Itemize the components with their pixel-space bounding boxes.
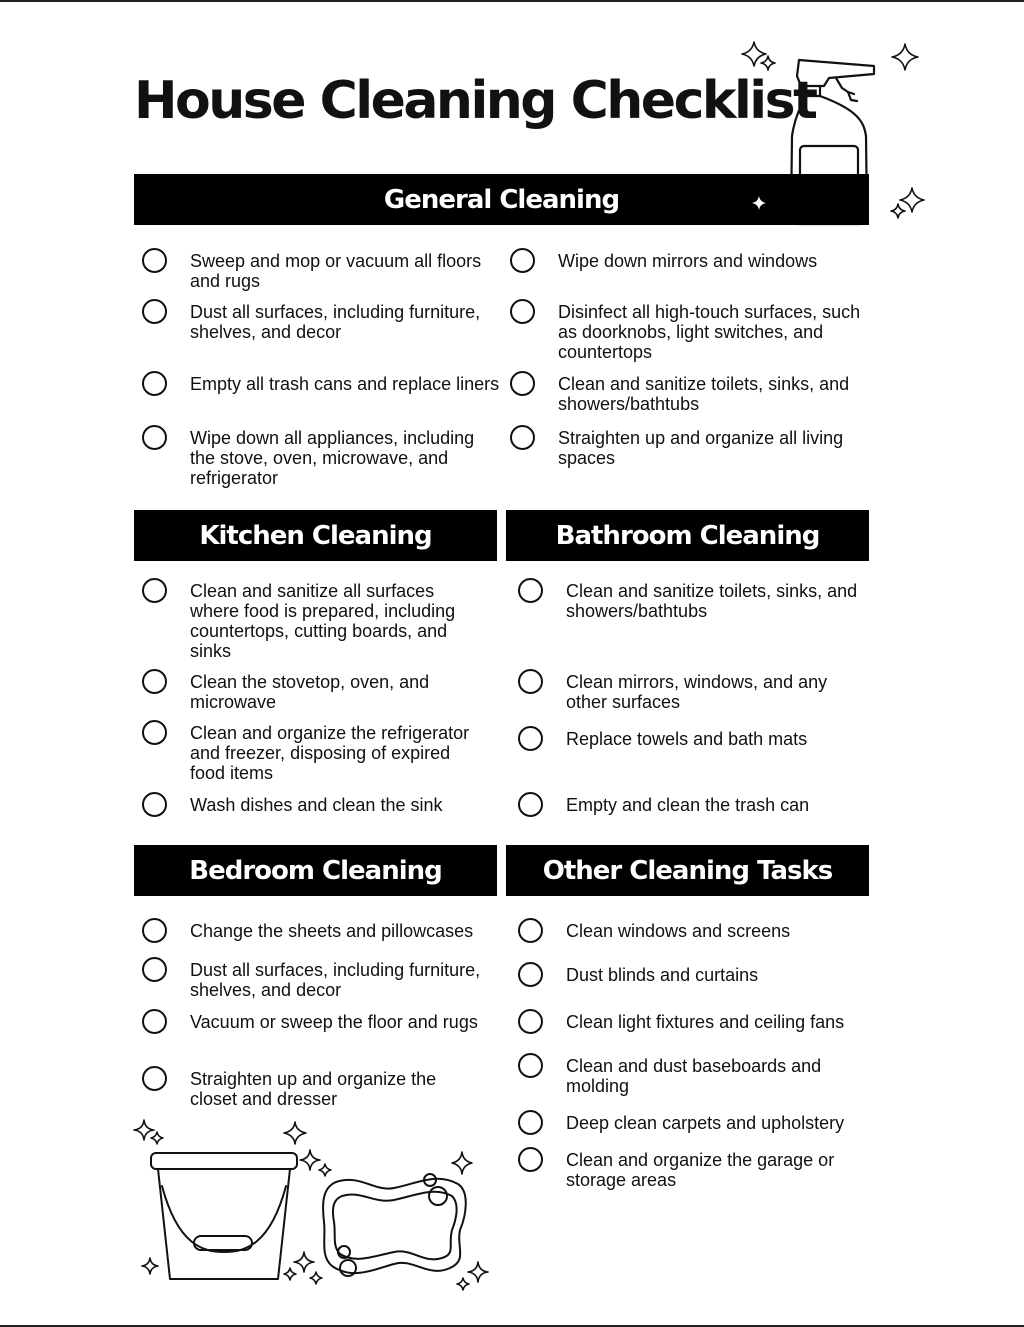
checklist-item[interactable]	[142, 672, 487, 712]
checklist-item[interactable]	[142, 581, 487, 661]
checkbox[interactable]	[142, 371, 167, 396]
section-title: Kitchen Cleaning	[199, 520, 432, 551]
sparkle-icon	[298, 1148, 334, 1180]
item-text: Replace towels and bath mats	[566, 729, 808, 749]
checklist-item[interactable]	[518, 1056, 863, 1096]
checklist-item[interactable]	[142, 795, 487, 817]
checklist-item[interactable]	[518, 581, 863, 621]
checkbox[interactable]	[142, 918, 167, 943]
item-text: Clean and sanitize toilets, sinks, and showers/bathtubs	[566, 581, 858, 621]
section-title: Bathroom Cleaning	[555, 520, 820, 551]
item-text: Disinfect all high-touch surfaces, such as doorknobs, light switches, and countertops	[558, 302, 861, 362]
checkbox[interactable]	[510, 299, 535, 324]
checklist-item[interactable]	[142, 374, 502, 396]
checkbox[interactable]	[518, 726, 543, 751]
checkbox[interactable]	[142, 299, 167, 324]
section-header-bathroom	[506, 510, 869, 561]
checkbox[interactable]	[510, 371, 535, 396]
checkbox[interactable]	[142, 248, 167, 273]
sparkle-icon	[132, 1118, 166, 1148]
checklist-item[interactable]	[142, 1069, 487, 1109]
item-text: Clean and sanitize all surfaces where food is prepared, including countertops, cutting boards, and sinks	[190, 581, 456, 661]
checklist-item[interactable]	[142, 1012, 487, 1034]
checklist-item[interactable]	[518, 1113, 863, 1135]
item-text: Wash dishes and clean the sink	[190, 795, 443, 815]
item-text: Dust all surfaces, including furniture, shelves, and decor	[190, 960, 481, 1000]
checkbox[interactable]	[142, 792, 167, 817]
item-text: Dust blinds and curtains	[566, 965, 759, 985]
item-text: Clean light fixtures and ceiling fans	[566, 1012, 845, 1032]
checklist-item[interactable]	[518, 921, 863, 943]
checkbox[interactable]	[510, 248, 535, 273]
item-text: Deep clean carpets and upholstery	[566, 1113, 845, 1133]
checkbox[interactable]	[142, 957, 167, 982]
checklist-item[interactable]	[510, 428, 878, 468]
checklist-item[interactable]	[142, 428, 502, 488]
checkbox[interactable]	[518, 918, 543, 943]
item-text: Dust all surfaces, including furniture, shelves, and decor	[190, 302, 481, 342]
checkbox[interactable]	[518, 669, 543, 694]
sparkle-icon	[282, 1120, 308, 1146]
checkbox[interactable]	[518, 1009, 543, 1034]
item-text: Sweep and mop or vacuum all floors and rugs	[190, 251, 482, 291]
sparkle-icon	[888, 186, 928, 222]
checklist-item[interactable]	[518, 729, 863, 751]
sponge-icon	[316, 1164, 476, 1284]
item-text: Wipe down all appliances, including the stove, oven, microwave, and refrigerator	[190, 428, 475, 488]
section-title: General Cleaning	[383, 184, 620, 215]
item-text: Straighten up and organize the closet and dresser	[190, 1069, 437, 1109]
checkbox[interactable]	[142, 1009, 167, 1034]
section-header-kitchen	[134, 510, 497, 561]
section-title: Other Cleaning Tasks	[542, 855, 833, 886]
checkbox[interactable]	[142, 669, 167, 694]
checklist-item[interactable]	[142, 960, 487, 1000]
checkbox[interactable]	[518, 578, 543, 603]
checkbox[interactable]	[510, 425, 535, 450]
checkbox[interactable]	[142, 578, 167, 603]
checklist-item[interactable]	[518, 795, 863, 817]
checkbox[interactable]	[518, 1147, 543, 1172]
checklist-item[interactable]	[518, 1150, 863, 1190]
sparkle-icon	[280, 1250, 324, 1286]
sparkle-icon	[890, 42, 920, 72]
item-text: Clean and dust baseboards and molding	[566, 1056, 822, 1096]
sparkle-icon	[740, 40, 780, 74]
sparkle-icon	[450, 1150, 474, 1176]
item-text: Clean windows and screens	[566, 921, 791, 941]
section-header-bedroom	[134, 845, 497, 896]
item-text: Wipe down mirrors and windows	[558, 251, 818, 271]
checklist-item[interactable]	[518, 672, 863, 712]
section-header-other	[506, 845, 869, 896]
item-text: Empty and clean the trash can	[566, 795, 810, 815]
item-text: Clean the stovetop, oven, and microwave	[190, 672, 430, 712]
item-text: Clean and sanitize toilets, sinks, and showers/bathtubs	[558, 374, 850, 414]
section-title: Bedroom Cleaning	[189, 855, 442, 886]
checkbox[interactable]	[518, 792, 543, 817]
item-text: Vacuum or sweep the floor and rugs	[190, 1012, 478, 1032]
checklist-item[interactable]	[518, 965, 863, 987]
checklist-item[interactable]	[510, 251, 878, 273]
sparkle-icon	[751, 195, 767, 211]
checkbox[interactable]	[518, 1053, 543, 1078]
sparkle-icon	[140, 1256, 160, 1276]
checklist-item[interactable]	[142, 723, 487, 783]
checklist-item[interactable]	[142, 251, 502, 291]
item-text: Clean and organize the garage or storage areas	[566, 1150, 835, 1190]
checkbox[interactable]	[518, 962, 543, 987]
page-title: House Cleaning Checklist	[134, 71, 816, 131]
sparkle-icon	[454, 1260, 490, 1294]
checklist-item[interactable]	[518, 1012, 863, 1034]
checkbox[interactable]	[518, 1110, 543, 1135]
top-border	[0, 0, 1024, 2]
item-text: Clean mirrors, windows, and any other surfaces	[566, 672, 828, 712]
checklist-item[interactable]	[142, 302, 502, 342]
checkbox[interactable]	[142, 425, 167, 450]
checklist-item[interactable]	[510, 302, 878, 362]
checklist-item[interactable]	[142, 921, 487, 943]
item-text: Clean and organize the refrigerator and freezer, disposing of expired food items	[190, 723, 470, 783]
checkbox[interactable]	[142, 720, 167, 745]
checkbox[interactable]	[142, 1066, 167, 1091]
bucket-icon	[148, 1140, 300, 1285]
checklist-item[interactable]	[510, 374, 878, 414]
item-text: Straighten up and organize all living spaces	[558, 428, 844, 468]
item-text: Empty all trash cans and replace liners	[190, 374, 500, 394]
item-text: Change the sheets and pillowcases	[190, 921, 474, 941]
